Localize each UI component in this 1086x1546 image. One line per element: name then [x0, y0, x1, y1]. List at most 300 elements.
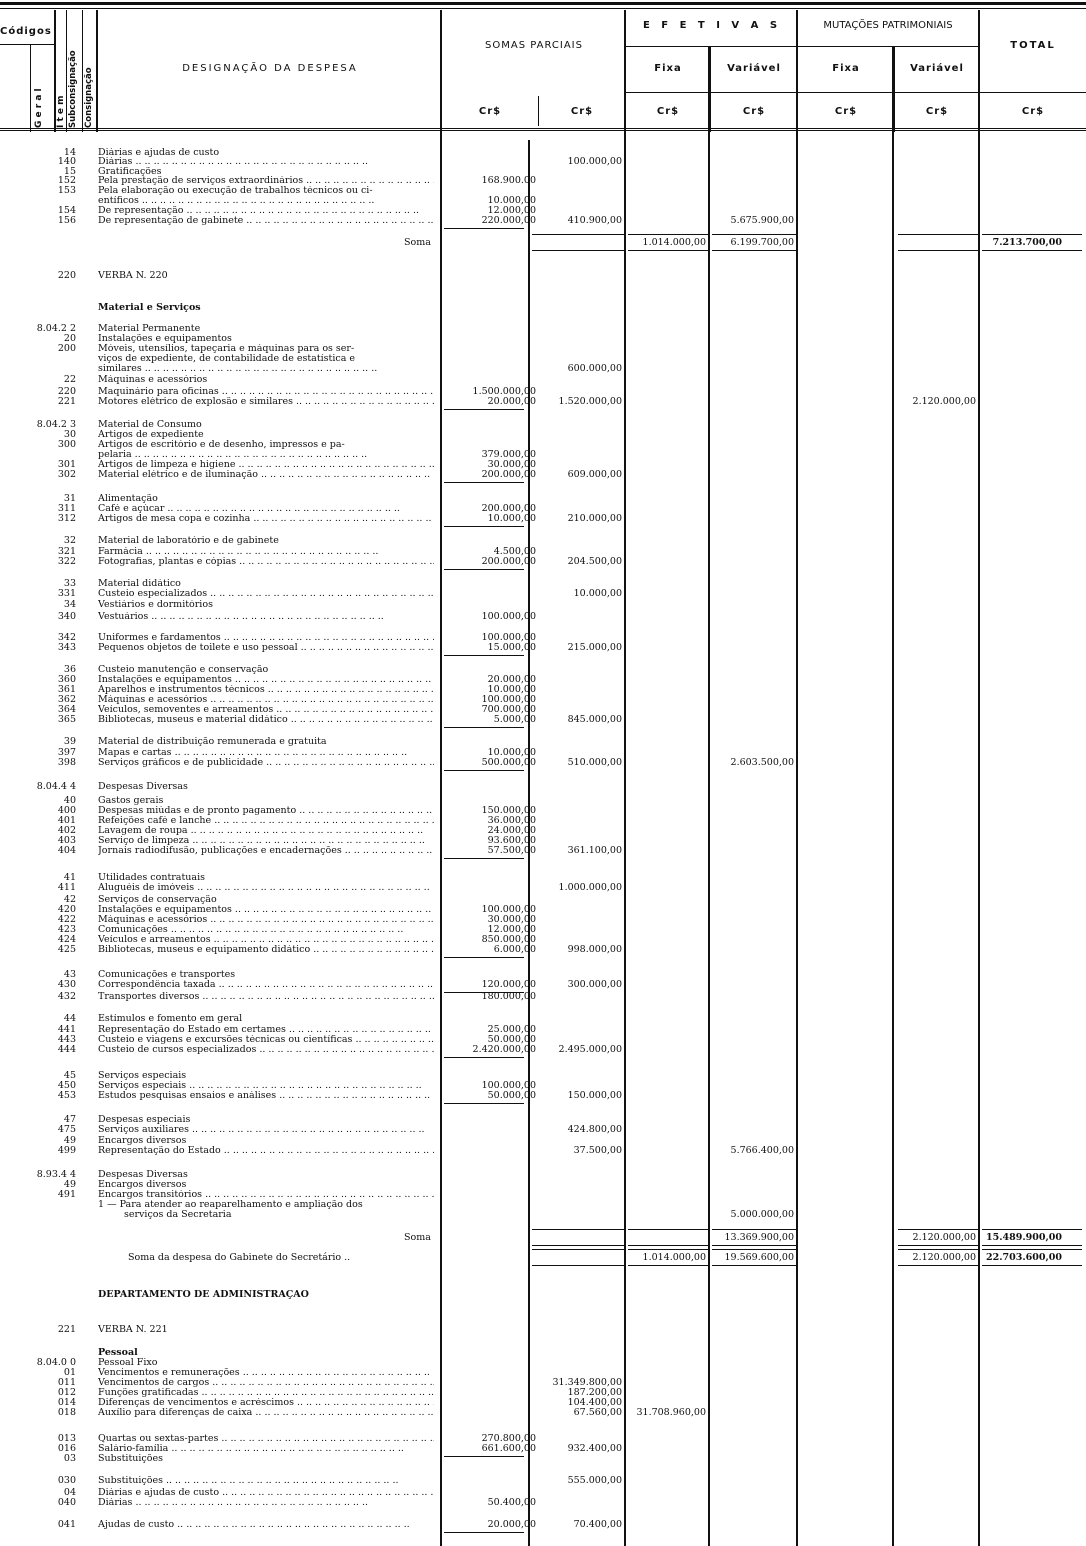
rule	[30, 44, 31, 132]
row-code: 491	[57, 1189, 76, 1200]
header-designacao: DESIGNAÇÃO DA DESPESA	[182, 63, 358, 74]
row-code: 312	[57, 513, 76, 524]
header-bottom-rule	[0, 128, 1086, 131]
row-code: 404	[57, 845, 76, 856]
amount-c1: 12.000,00	[487, 924, 536, 935]
header-efetivas-fixa: Fixa	[654, 63, 682, 74]
row-label: Material de laboratório e de gabinete	[98, 536, 279, 546]
row-code: 8.04.2 2	[36, 323, 76, 334]
table-row	[0, 334, 1086, 344]
row-code: 33	[63, 578, 76, 589]
row-label: Vencimentos e remunerações .. ..	[98, 1368, 434, 1378]
row-label: Lavagem de roupa .. ..	[98, 826, 434, 836]
row-code: 8.93.4 4	[36, 1169, 76, 1180]
amount-c2: 204.500,00	[567, 556, 622, 567]
row-label: Café e açúcar .. ..	[98, 504, 434, 514]
amount-c6: 7.213.700,00	[992, 237, 1062, 248]
row-label: Serviços especiais .. ..	[98, 1081, 434, 1091]
amount-c1: 100.000,00	[481, 694, 536, 705]
row-label: Substituições	[98, 1454, 163, 1464]
amount-c1: 150.000,00	[481, 805, 536, 816]
amount-c1: 220.000,00	[481, 215, 536, 226]
row-label: Diárias .. ..	[98, 1498, 434, 1508]
amount-c2: 215.000,00	[567, 642, 622, 653]
table-row	[0, 1378, 1086, 1388]
row-label: Diárias .. ..	[98, 157, 434, 167]
amount-c2: 1.000.000,00	[558, 882, 622, 893]
row-label: Artigos de limpeza e higiene .. ..	[98, 460, 434, 470]
row-label: Veículos e arreamentos .. ..	[98, 935, 434, 945]
row-code: 154	[57, 205, 76, 216]
row-label: Quartas ou sextas-partes .. ..	[98, 1434, 434, 1444]
sum-rule	[712, 1265, 796, 1266]
col-line	[538, 96, 539, 126]
row-code: 443	[57, 1034, 76, 1045]
amount-c6: 15.489.900,00	[985, 1232, 1062, 1243]
row-code: 156	[57, 215, 76, 226]
row-label: Instalações e equipamentos .. ..	[98, 675, 434, 685]
row-label: Mapas e cartas .. ..	[98, 748, 434, 758]
table-row	[0, 695, 1086, 705]
table-row	[0, 1398, 1086, 1408]
amount-c2: 998.000,00	[567, 944, 622, 955]
table-row	[0, 633, 1086, 643]
amount-c2: 1.520.000,00	[558, 396, 622, 407]
rule	[710, 46, 711, 132]
amount-c1: 100.000,00	[481, 1080, 536, 1091]
row-code: 221	[57, 396, 76, 407]
row-label: Correspondência taxada .. ..	[98, 980, 434, 990]
row-label: Ajudas de custo .. ..	[98, 1520, 434, 1530]
row-label: Gratificações	[98, 167, 162, 177]
row-label: Representação do Estado em certames .. ..	[98, 1025, 434, 1035]
amount-c1: 500.000,00	[481, 757, 536, 768]
header-mutacoes-variavel: Variável	[910, 63, 964, 74]
table-row	[0, 612, 1086, 622]
table-row	[0, 504, 1086, 514]
row-label: Material elétrico e de iluminação .. ..	[98, 470, 434, 480]
rule	[626, 92, 1086, 93]
currency-col6: Cr$	[925, 106, 949, 117]
row-label: serviços da Secretaria	[124, 1210, 232, 1220]
table-row	[0, 1488, 1086, 1498]
amount-c1: 93.600,00	[487, 835, 536, 846]
table-row	[0, 643, 1086, 653]
row-label: Custeio manutenção e conservação	[98, 665, 269, 675]
row-code: 8.04.2 3	[36, 419, 76, 430]
amount-c1: 50.400,00	[487, 1497, 536, 1508]
row-label: Gastos gerais	[98, 796, 164, 806]
table-row	[0, 1025, 1086, 1035]
row-label: Máquinas e acessórios	[98, 375, 208, 385]
row-code: 450	[57, 1080, 76, 1091]
row-code: 03	[63, 1453, 76, 1464]
row-label: Despesas Diversas	[98, 1170, 188, 1180]
currency-col4: Cr$	[742, 106, 766, 117]
row-code: 030	[57, 1475, 76, 1486]
row-label: Material didático	[98, 579, 181, 589]
row-code: 401	[57, 815, 76, 826]
row-label: Encargos transitórios .. ..	[98, 1190, 434, 1200]
amount-c4: 19.569.600,00	[724, 1252, 794, 1263]
table-row	[0, 547, 1086, 557]
row-label: Serviço de limpeza .. ..	[98, 836, 434, 846]
amount-c1: 4.500,00	[493, 546, 536, 557]
row-code: 361	[57, 684, 76, 695]
soma-label: Soma	[404, 237, 431, 248]
row-label: Bibliotecas, museus e equipamento didático .. ..	[98, 945, 434, 955]
table-row	[0, 1444, 1086, 1454]
amount-c3: 1.014.000,00	[642, 237, 706, 248]
row-label: Artigos de escritório e de desenho, impressos e pa-	[98, 440, 345, 450]
table-row	[0, 1476, 1086, 1486]
row-code: 475	[57, 1124, 76, 1135]
amount-c1: 30.000,00	[487, 459, 536, 470]
table-row	[0, 303, 1086, 313]
table-row	[0, 1014, 1086, 1024]
table-row	[0, 1348, 1086, 1358]
row-code: 402	[57, 825, 76, 836]
table-row	[0, 579, 1086, 589]
table-row	[0, 375, 1086, 385]
subtotal-rule	[444, 482, 524, 483]
table-row	[0, 945, 1086, 955]
subtotal-rule	[444, 770, 524, 771]
row-code: 425	[57, 944, 76, 955]
sum-rule	[712, 234, 796, 235]
amount-c1: 379.000,00	[481, 449, 536, 460]
row-label: Vencimentos de cargos .. ..	[98, 1378, 434, 1388]
row-code: 20	[63, 333, 76, 344]
amount-c1: 700.000,00	[481, 704, 536, 715]
table-row	[0, 895, 1086, 905]
table-row	[0, 1035, 1086, 1045]
subtotal-rule	[444, 228, 524, 229]
table-row	[0, 836, 1086, 846]
amount-c1: 15.000,00	[487, 642, 536, 653]
col-line	[54, 10, 56, 132]
row-label: Serviços gráficos e de publicidade .. ..	[98, 758, 434, 768]
row-label: Estudos pesquisas ensaios e análises .. ..	[98, 1091, 434, 1101]
row-label: Artigos de mesa copa e cozinha .. ..	[98, 514, 434, 524]
sum-rule	[712, 1229, 796, 1230]
table-row	[0, 196, 1086, 206]
table-row	[0, 685, 1086, 695]
table-row	[0, 1454, 1086, 1464]
rule	[82, 10, 83, 132]
row-label: Pequenos objetos de toilete e uso pessoal .. ..	[98, 643, 434, 653]
sum-rule	[982, 1245, 1082, 1246]
table-row	[0, 1071, 1086, 1081]
table-row	[0, 450, 1086, 460]
amount-c1: 1.500.000,00	[472, 386, 536, 397]
amount-c2: 609.000,00	[567, 469, 622, 480]
table-row	[0, 271, 1086, 281]
row-label: De representação de gabinete .. ..	[98, 216, 434, 226]
table-row	[0, 935, 1086, 945]
amount-c1: 30.000,00	[487, 914, 536, 925]
amount-c2: 104.400,00	[567, 1397, 622, 1408]
row-code: 8.04.0 0	[36, 1357, 76, 1368]
row-label: Diárias e ajudas de custo .. ..	[98, 1488, 434, 1498]
col-line	[96, 10, 98, 132]
amount-c1: 120.000,00	[481, 979, 536, 990]
rule	[0, 44, 56, 45]
table-row	[0, 1290, 1086, 1300]
header-subconsignacao: Subconsignação	[68, 50, 78, 128]
row-code: 01	[63, 1367, 76, 1378]
table-row	[0, 157, 1086, 167]
table-row	[0, 796, 1086, 806]
top-rule	[0, 2, 1086, 5]
table-row	[0, 600, 1086, 610]
row-label: Despesas especiais	[98, 1115, 191, 1125]
row-code: 41	[63, 872, 76, 883]
table-row	[0, 846, 1086, 856]
table-row	[0, 1091, 1086, 1101]
row-code: 016	[57, 1443, 76, 1454]
table-row	[0, 806, 1086, 816]
amount-c1: 10.000,00	[487, 513, 536, 524]
sum-rule	[628, 1249, 708, 1250]
subtotal-rule	[444, 957, 524, 958]
amount-c2: 70.400,00	[573, 1519, 622, 1530]
subtotal-rule	[444, 409, 524, 410]
table-row	[0, 980, 1086, 990]
row-code: 301	[57, 459, 76, 470]
amount-c2: 600.000,00	[567, 363, 622, 374]
amount-c1: 20.000,00	[487, 1519, 536, 1530]
row-label: Móveis, utensílios, tapeçaria e máquinas para os ser-	[98, 344, 355, 354]
sum-rule	[628, 234, 708, 235]
row-code: 360	[57, 674, 76, 685]
row-label: Encargos diversos	[98, 1180, 187, 1190]
amount-c1: 24.000,00	[487, 825, 536, 836]
amount-c6: 22.703.600,00	[985, 1252, 1062, 1263]
row-code: 32	[63, 535, 76, 546]
row-code: 041	[57, 1519, 76, 1530]
table-row	[0, 397, 1086, 407]
sum-rule	[982, 234, 1082, 235]
sum-rule	[982, 1249, 1082, 1250]
amount-c1: 200.000,00	[481, 556, 536, 567]
amount-c4: 5.000.000,00	[730, 1209, 794, 1220]
row-code: 44	[63, 1013, 76, 1024]
row-code: 220	[57, 386, 76, 397]
row-code: 342	[57, 632, 76, 643]
row-label: Jornais radiodifusão, publicações e encadernações .. ..	[98, 846, 434, 856]
table-row	[0, 557, 1086, 567]
table-row	[0, 186, 1086, 196]
sum-rule	[982, 1265, 1082, 1266]
row-code: 432	[57, 991, 76, 1002]
table-row	[0, 715, 1086, 725]
row-label: viços de expediente, de contabilidade de estatística e	[98, 354, 356, 364]
table-row	[0, 905, 1086, 915]
row-label: Maquinário para oficinas .. ..	[98, 387, 434, 397]
row-code: 153	[57, 185, 76, 196]
row-label: Alimentação	[98, 494, 158, 504]
amount-c2: 150.000,00	[567, 1090, 622, 1101]
amount-c1: 5.000,00	[493, 714, 536, 725]
sum-rule	[532, 234, 624, 235]
table-row	[0, 206, 1086, 216]
sum-rule	[628, 1265, 708, 1266]
table-row	[0, 1368, 1086, 1378]
amount-c1: 50.000,00	[487, 1090, 536, 1101]
row-label: VERBA N. 220	[98, 271, 168, 281]
amount-c1: 850.000,00	[481, 934, 536, 945]
table-row	[0, 873, 1086, 883]
header-somas-parciais: SOMAS PARCIAIS	[485, 40, 583, 51]
row-label: Artigos de expediente	[98, 430, 204, 440]
row-label: Serviços especiais	[98, 1071, 187, 1081]
amount-c2: 10.000,00	[573, 588, 622, 599]
row-code: 420	[57, 904, 76, 915]
row-label: Fotografias, plantas e cópias .. ..	[98, 557, 434, 567]
row-code: 040	[57, 1497, 76, 1508]
row-label: Material Permanente	[98, 324, 201, 334]
amount-c1: 57.500,00	[487, 845, 536, 856]
amount-c1: 25.000,00	[487, 1024, 536, 1035]
sum-rule	[898, 250, 978, 251]
sum-rule	[982, 250, 1082, 251]
row-label: Diferenças de vencimentos e acréscimos .. ..	[98, 1398, 434, 1408]
table-row	[0, 782, 1086, 792]
row-code: 311	[57, 503, 76, 514]
table-row	[0, 758, 1086, 768]
table-row	[0, 1520, 1086, 1530]
row-label: Encargos diversos	[98, 1136, 187, 1146]
row-label: Vestiários e dormitórios	[98, 600, 213, 610]
row-code: 011	[57, 1377, 76, 1388]
table-row	[0, 665, 1086, 675]
row-label: Despesas Diversas	[98, 782, 188, 792]
amount-c1: 180.000,00	[481, 991, 536, 1002]
table-row	[0, 925, 1086, 935]
sum-rule	[628, 1245, 708, 1246]
amount-c2: 845.000,00	[567, 714, 622, 725]
row-label: Custeio de cursos especializados .. ..	[98, 1045, 434, 1055]
amount-c1: 2.420.000,00	[472, 1044, 536, 1055]
amount-c3: 1.014.000,00	[642, 1252, 706, 1263]
table-row	[0, 1210, 1086, 1220]
row-label: Material e Serviços	[98, 303, 201, 313]
row-label: Custeio e viagens e excursões técnicas ou científicas .. ..	[98, 1035, 434, 1045]
table-row	[0, 1170, 1086, 1180]
row-code: 43	[63, 969, 76, 980]
row-code: 424	[57, 934, 76, 945]
rule	[626, 46, 980, 47]
amount-c2: 67.560,00	[573, 1407, 622, 1418]
table-row	[0, 816, 1086, 826]
row-label: Transportes diversos .. ..	[98, 992, 434, 1002]
sum-rule	[898, 1229, 978, 1230]
row-code: 04	[63, 1487, 76, 1498]
amount-c1: 100.000,00	[481, 632, 536, 643]
amount-c1: 12.000,00	[487, 205, 536, 216]
row-code: 453	[57, 1090, 76, 1101]
amount-c1: 20.000,00	[487, 674, 536, 685]
row-label: Comunicações .. ..	[98, 925, 434, 935]
header-item: I t e m	[56, 95, 66, 128]
table-row	[0, 460, 1086, 470]
row-label: Bibliotecas, museus e material didático .. ..	[98, 715, 434, 725]
row-code: 39	[63, 736, 76, 747]
row-code: 397	[57, 747, 76, 758]
row-code: 364	[57, 704, 76, 715]
table-row	[0, 1136, 1086, 1146]
table-row	[0, 1200, 1086, 1210]
row-label: Máquinas e acessórios .. ..	[98, 915, 434, 925]
row-code: 221	[57, 1324, 76, 1335]
amount-c2: 187.200,00	[567, 1387, 622, 1398]
row-code: 31	[63, 493, 76, 504]
row-code: 013	[57, 1433, 76, 1444]
table-row	[0, 1045, 1086, 1055]
row-code: 140	[57, 156, 76, 167]
table-row	[0, 494, 1086, 504]
sum-rule	[532, 1249, 624, 1250]
amount-c2: 424.800,00	[567, 1124, 622, 1135]
amount-c1: 168.900.00	[481, 175, 536, 186]
amount-c5: 2.120.000,00	[912, 396, 976, 407]
amount-c2: 31.349.800,00	[552, 1377, 622, 1388]
table-row	[0, 705, 1086, 715]
subtotal-rule	[444, 1057, 524, 1058]
row-label: De representação .. ..	[98, 206, 434, 216]
table-row	[0, 589, 1086, 599]
row-code: 398	[57, 757, 76, 768]
sum-rule	[898, 234, 978, 235]
amount-c2: 510.000,00	[567, 757, 622, 768]
row-code: 300	[57, 439, 76, 450]
table-row	[0, 1253, 1086, 1263]
table-row	[0, 1388, 1086, 1398]
row-label: Diárias e ajudas de custo	[98, 148, 220, 158]
amount-c2: 555.000,00	[567, 1475, 622, 1486]
amount-c1: 200.000,00	[481, 469, 536, 480]
table-row	[0, 1498, 1086, 1508]
row-label: Pessoal Fixo	[98, 1358, 158, 1368]
row-label: Despesas miúdas e de pronto pagamento .. ..	[98, 806, 434, 816]
table-row	[0, 354, 1086, 364]
row-code: 15	[63, 166, 76, 177]
header-total: TOTAL	[1010, 40, 1056, 51]
row-label: Instalações e equipamentos	[98, 334, 232, 344]
table-row	[0, 1434, 1086, 1444]
row-code: 499	[57, 1145, 76, 1156]
amount-c5: 2.120.000,00	[912, 1252, 976, 1263]
amount-c2: 37.500,00	[573, 1145, 622, 1156]
currency-col5: Cr$	[834, 106, 858, 117]
soma-label: Soma	[404, 1232, 431, 1243]
table-row	[0, 1146, 1086, 1156]
row-label: Refeições café e lanche .. ..	[98, 816, 434, 826]
row-code: 49	[63, 1179, 76, 1190]
sum-rule	[628, 1229, 708, 1230]
row-code: 8.04.4 4	[36, 781, 76, 792]
table-row	[0, 1125, 1086, 1135]
row-code: 014	[57, 1397, 76, 1408]
table-row	[0, 1408, 1086, 1418]
table-row	[0, 1190, 1086, 1200]
table-row	[0, 1233, 1086, 1243]
row-code: 36	[63, 664, 76, 675]
amount-c1: 20.000,00	[487, 396, 536, 407]
table-row	[0, 430, 1086, 440]
row-label: Veículos, semoventes e arreamentos .. ..	[98, 705, 434, 715]
